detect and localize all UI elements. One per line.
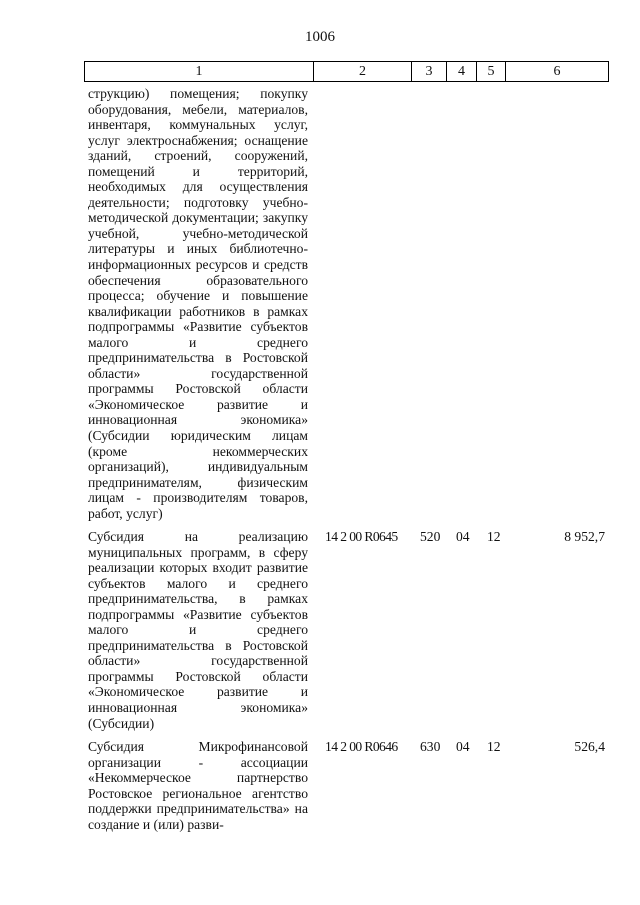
header-col-6: 6	[553, 63, 561, 79]
row-3-code: 14 2 00 R0646	[325, 739, 398, 754]
header-col-1: 1	[85, 62, 314, 81]
row-2-pr: 12	[487, 529, 501, 544]
row-2-code: 14 2 00 R0645	[325, 529, 398, 544]
row-3-pr: 12	[487, 739, 501, 754]
header-col-2: 2	[314, 62, 412, 81]
header-col-3: 3	[412, 62, 447, 81]
row-1-description: струкцию) помещения; покупку оборудования, мебели, материалов, инвентаря, коммунальных услуг, услуг электроснабжения; оснащение зданий, строений, сооружений, помещений и территорий, необходимых для осуществления деятельности; подготовку учебно-методической документации; закупку учебной, учебно-методической литературы и иных библиотечно-информационных ресурсов и средств обеспечения образовательного процесса; обучение и повышение квалификации работников в рамках подпрограммы «Развитие субъектов малого и среднего предпринимательства в Ростовской области» государственной программы Ростовской области «Экономическое развитие и инновационная экономика» (Субсидии юридическим лицам (кроме некоммерческих организаций), индивидуальным предпринимателям, физическим лицам - производителям товаров, работ, услуг)	[88, 86, 308, 521]
row-3-vr: 630	[420, 739, 441, 754]
row-2-vr: 520	[420, 529, 441, 544]
table-header	[84, 61, 609, 82]
row-2-description: Субсидия на реализацию муниципальных программ, в сферу реализации которых входит развитие субъектов малого и среднего предпринимательства, в рамках подпрограммы «Развитие субъектов малого и среднего предпринимательства в Ростовской области» государственной программы Ростовской области «Экономическое развитие и инновационная экономика» (Субсидии)	[88, 529, 308, 731]
row-3-sum: 526,4	[574, 739, 605, 754]
header-col-5: 5	[477, 62, 506, 81]
row-3-description: Субсидия Микрофинансовой организации - ассоциации «Некоммерческое партнерство Ростовское региональное агентство поддержки предпринимательства» на создание и (или) разви-	[88, 739, 308, 832]
header-col-4: 4	[447, 62, 477, 81]
row-2-rz: 04	[456, 529, 470, 544]
row-2-sum: 8 952,7	[564, 529, 605, 544]
row-3-rz: 04	[456, 739, 470, 754]
page-number: 1006	[305, 29, 335, 45]
